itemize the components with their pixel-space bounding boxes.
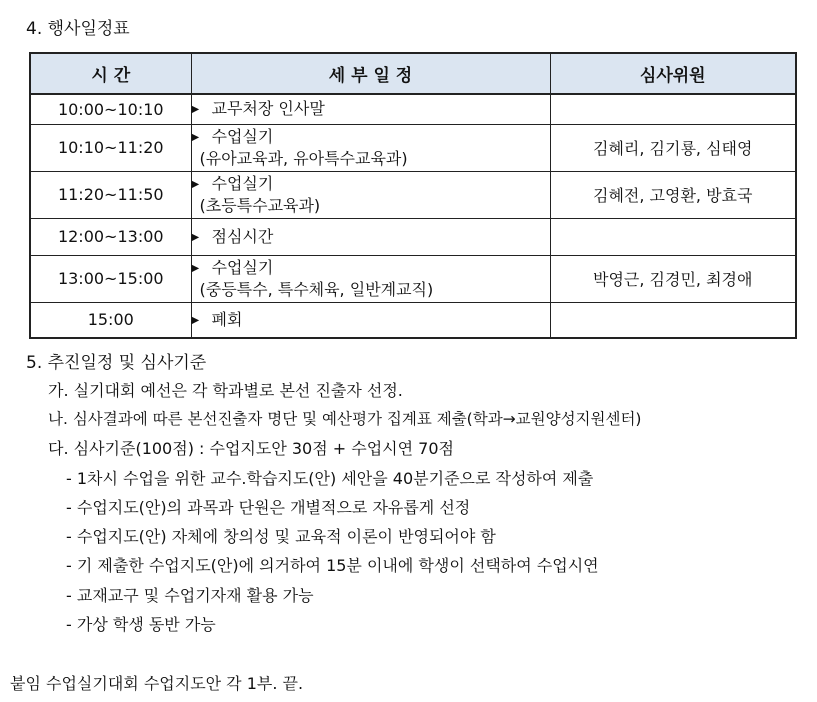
schedule-table [29, 52, 797, 339]
row-time: 12:00~13:00 [30, 218, 191, 255]
criteria-item: - 기 제출한 수업지도(안)에 의거하여 15분 이내에 학생이 선택하여 수업시연 [66, 556, 599, 575]
row-detail-text: 수업실기 [211, 258, 274, 277]
row-judges [550, 302, 796, 338]
attachment-line: 붙임 수업실기대회 수업지도안 각 1부. 끝. [10, 674, 304, 693]
row-detail-text: 수업실기 [211, 174, 274, 193]
table-row [30, 255, 796, 302]
row-detail-text: 점심시간 [211, 226, 274, 246]
row-judges [550, 94, 796, 124]
header-judges: 심사위원 [550, 53, 796, 94]
triangle-bullet-icon: ▶ [191, 104, 200, 116]
item-na: 나. 심사결과에 따른 본선진출자 명단 및 예산평가 집계표 제출(학과→교원양성지원센터) [48, 410, 642, 428]
triangle-bullet-icon: ▶ [191, 179, 200, 190]
row-detail [191, 218, 550, 255]
criteria-item: - 1차시 수업을 위한 교수.학습지도(안) 세안을 40분기준으로 작성하여 제출 [66, 469, 594, 488]
criteria-item: - 수업지도(안) 자체에 창의성 및 교육적 이론이 반영되어야 함 [66, 527, 496, 546]
row-time: 10:10~11:20 [30, 124, 191, 171]
item-da: 다. 심사기준(100점) : 수업지도안 30점 + 수업시연 70점 [48, 439, 454, 458]
triangle-bullet-icon: ▶ [191, 314, 200, 326]
row-detail-text: 교무처장 인사말 [211, 99, 325, 119]
section-4-title: 4. 행사일정표 [26, 19, 130, 39]
table-row [30, 218, 796, 255]
row-time: 10:00~10:10 [30, 94, 191, 124]
row-judges: 김혜리, 김기룡, 심태영 [550, 124, 796, 171]
row-detail-sub: (유아교육과, 유아특수교육과) [199, 149, 408, 168]
row-detail [191, 302, 550, 338]
criteria-item: - 수업지도(안)의 과목과 단원은 개별적으로 자유롭게 선정 [66, 498, 471, 517]
row-detail-sub: (중등특수, 특수체육, 일반계교직) [199, 280, 434, 299]
criteria-item: - 가상 학생 동반 가능 [66, 615, 216, 634]
row-time: 11:20~11:50 [30, 171, 191, 218]
item-ga: 가. 실기대회 예선은 각 학과별로 본선 진출자 선정. [48, 381, 403, 400]
row-detail [191, 94, 550, 124]
row-judges [550, 218, 796, 255]
row-judges: 김혜전, 고영환, 방효국 [550, 171, 796, 218]
header-detail: 세 부 일 정 [191, 53, 550, 94]
row-time: 13:00~15:00 [30, 255, 191, 302]
row-detail [191, 124, 550, 171]
row-detail [191, 255, 550, 302]
row-detail-text: 폐회 [211, 309, 243, 329]
row-detail-sub: (초등특수교육과) [199, 196, 321, 215]
row-detail-text: 수업실기 [211, 127, 274, 146]
header-time: 시 간 [30, 53, 191, 94]
triangle-bullet-icon: ▶ [191, 231, 200, 243]
table-row [30, 124, 796, 171]
table-row [30, 171, 796, 218]
table-row [30, 302, 796, 338]
table-row [30, 94, 796, 124]
row-detail [191, 171, 550, 218]
row-time: 15:00 [30, 302, 191, 338]
table-header-row [30, 53, 796, 94]
criteria-item: - 교재교구 및 수업기자재 활용 가능 [66, 586, 314, 605]
section-5-title: 5. 추진일정 및 심사기준 [26, 353, 207, 373]
triangle-bullet-icon: ▶ [191, 132, 200, 143]
triangle-bullet-icon: ▶ [191, 263, 200, 274]
row-judges: 박영근, 김경민, 최경애 [550, 255, 796, 302]
